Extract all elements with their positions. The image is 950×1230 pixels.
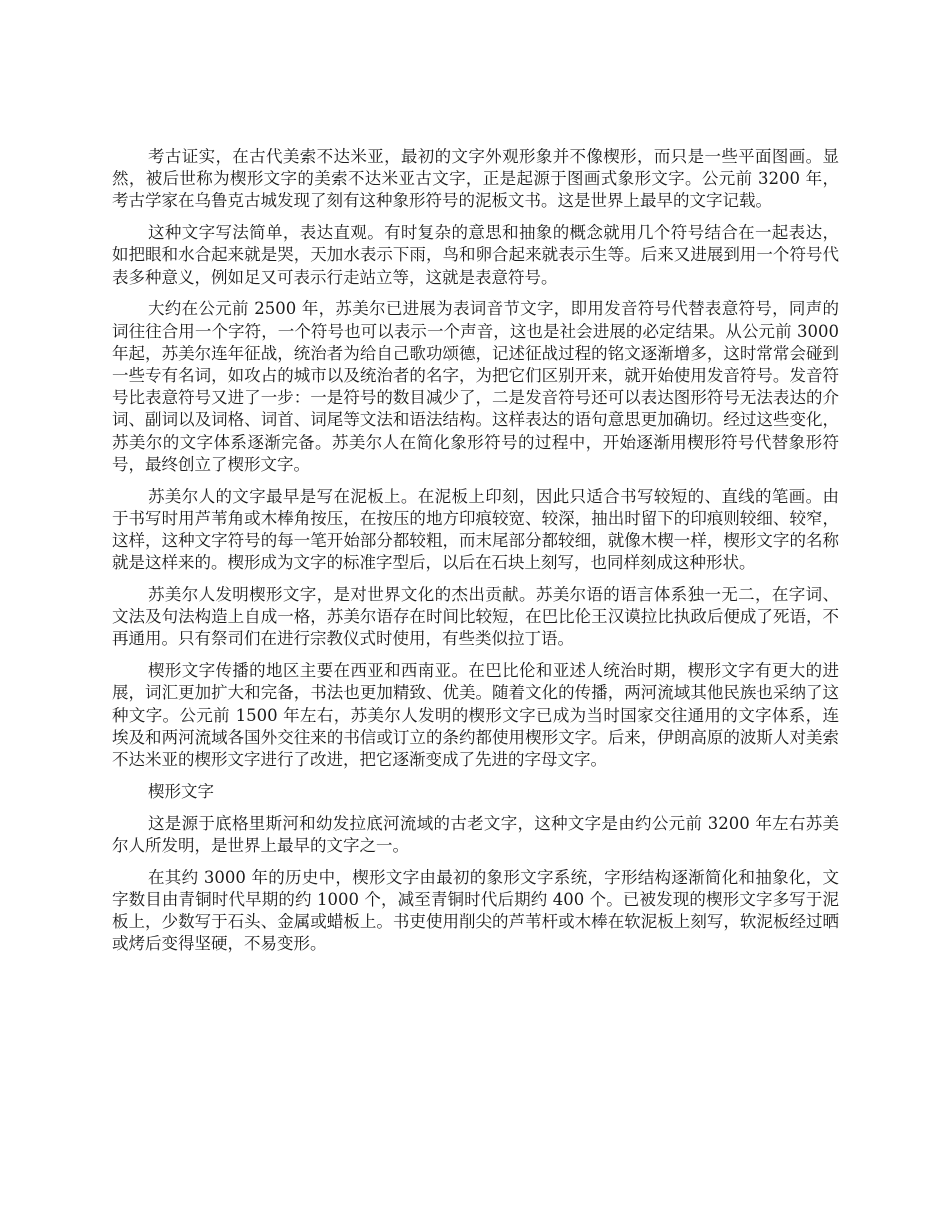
paragraph-definition: 这是源于底格里斯河和幼发拉底河流域的古老文字，这种文字是由约公元前 3200 年左右苏美尔人所发明，是世界上最早的文字之一。 — [112, 813, 839, 855]
paragraph-clay-tablet: 苏美尔人的文字最早是写在泥板上。在泥板上印刻，因此只适合书写较短的、直线的笔画。由于书写时用芦苇角或木棒角按压，在按压的地方印痕较宽、较深，抽出时留下的印痕则较细、较窄，这样，这种文字符号的每一笔开始部分都较粗，而末尾部分都较细，就像木楔一样，楔形文字的名称就是这样来的。楔形成为文字的标准字型后，以后在石块上刻写，也同样刻成这种形状。 — [112, 486, 839, 573]
paragraph-spread: 楔形文字传播的地区主要在西亚和西南亚。在巴比伦和亚述人统治时期，楔形文字有更大的进展，词汇更加扩大和完备，书法也更加精致、优美。随着文化的传播，两河流域其他民族也采纳了这种文字。公元前 1500 年左右，苏美尔人发明的楔形文字已成为当时国家交往通用的文字体系，连埃及和两河流域各国外交往来的书信或订立的条约都使用楔形文字。后来，伊朗高原的波斯人对美索不达米亚的楔形文字进行了改进，把它逐渐变成了先进的字母文字。 — [112, 661, 839, 770]
paragraph-ideogram: 这种文字写法简单，表达直观。有时复杂的意思和抽象的概念就用几个符号结合在一起表达，如把眼和水合起来就是哭，天加水表示下雨，鸟和卵合起来就表示生等。后来又进展到用一个符号代表多种意义，例如足又可表示行走站立等，这就是表意符号。 — [112, 223, 839, 287]
paragraph-origin: 考古证实，在古代美索不达米亚，最初的文字外观形象并不像楔形，而只是一些平面图画。显然，被后世称为楔形文字的美索不达米亚古文字，正是起源于图画式象形文字。公元前 3200 年，考古学家在乌鲁克古城发现了刻有这种象形符号的泥板文书。这是世界上最早的文字记载。 — [112, 147, 839, 211]
paragraph-contribution: 苏美尔人发明楔形文字，是对世界文化的杰出贡献。苏美尔语的语言体系独一无二，在字词、文法及句法构造上自成一格，苏美尔语存在时间比较短，在巴比伦王汉谟拉比执政后便成了死语，不再通用。只有祭司们在进行宗教仪式时使用，有些类似拉丁语。 — [112, 585, 839, 649]
paragraph-phonetic: 大约在公元前 2500 年，苏美尔已进展为表词音节文字，即用发音符号代替表意符号，同声的词往往合用一个字符，一个符号也可以表示一个声音，这也是社会进展的必定结果。从公元前 3000 年起，苏美尔连年征战，统治者为给自己歌功颂德，记述征战过程的铭文逐渐增多，这时常常会碰到一些专有名词，如攻占的城市以及统治者的名字，为把它们区别开来，就开始使用发音符号。发音符号比表意符号又进了一步：一是符号的数目减少了，二是发音符号还可以表达图形符号无法表达的介词、副词以及词格、词首、词尾等文法和语法结构。这样表达的语句意思更加确切。经过这些变化，苏美尔的文字体系逐渐完备。苏美尔人在简化象形符号的过程中，开始逐渐用楔形符号代替象形符号，最终创立了楔形文字。 — [112, 299, 839, 474]
section-heading: 楔形文字 — [148, 781, 214, 801]
paragraph-history: 在其约 3000 年的历史中，楔形文字由最初的象形文字系统，字形结构逐渐简化和抽象化，文字数目由青铜时代早期的约 1000 个，减至青铜时代后期约 400 个。已被发现的楔形文字多写于泥板上，少数写于石头、金属或蜡板上。书吏使用削尖的芦苇杆或木棒在软泥板上刻写，软泥板经过晒或烤后变得坚硬，不易变形。 — [112, 867, 839, 954]
document-page — [112, 146, 839, 965]
